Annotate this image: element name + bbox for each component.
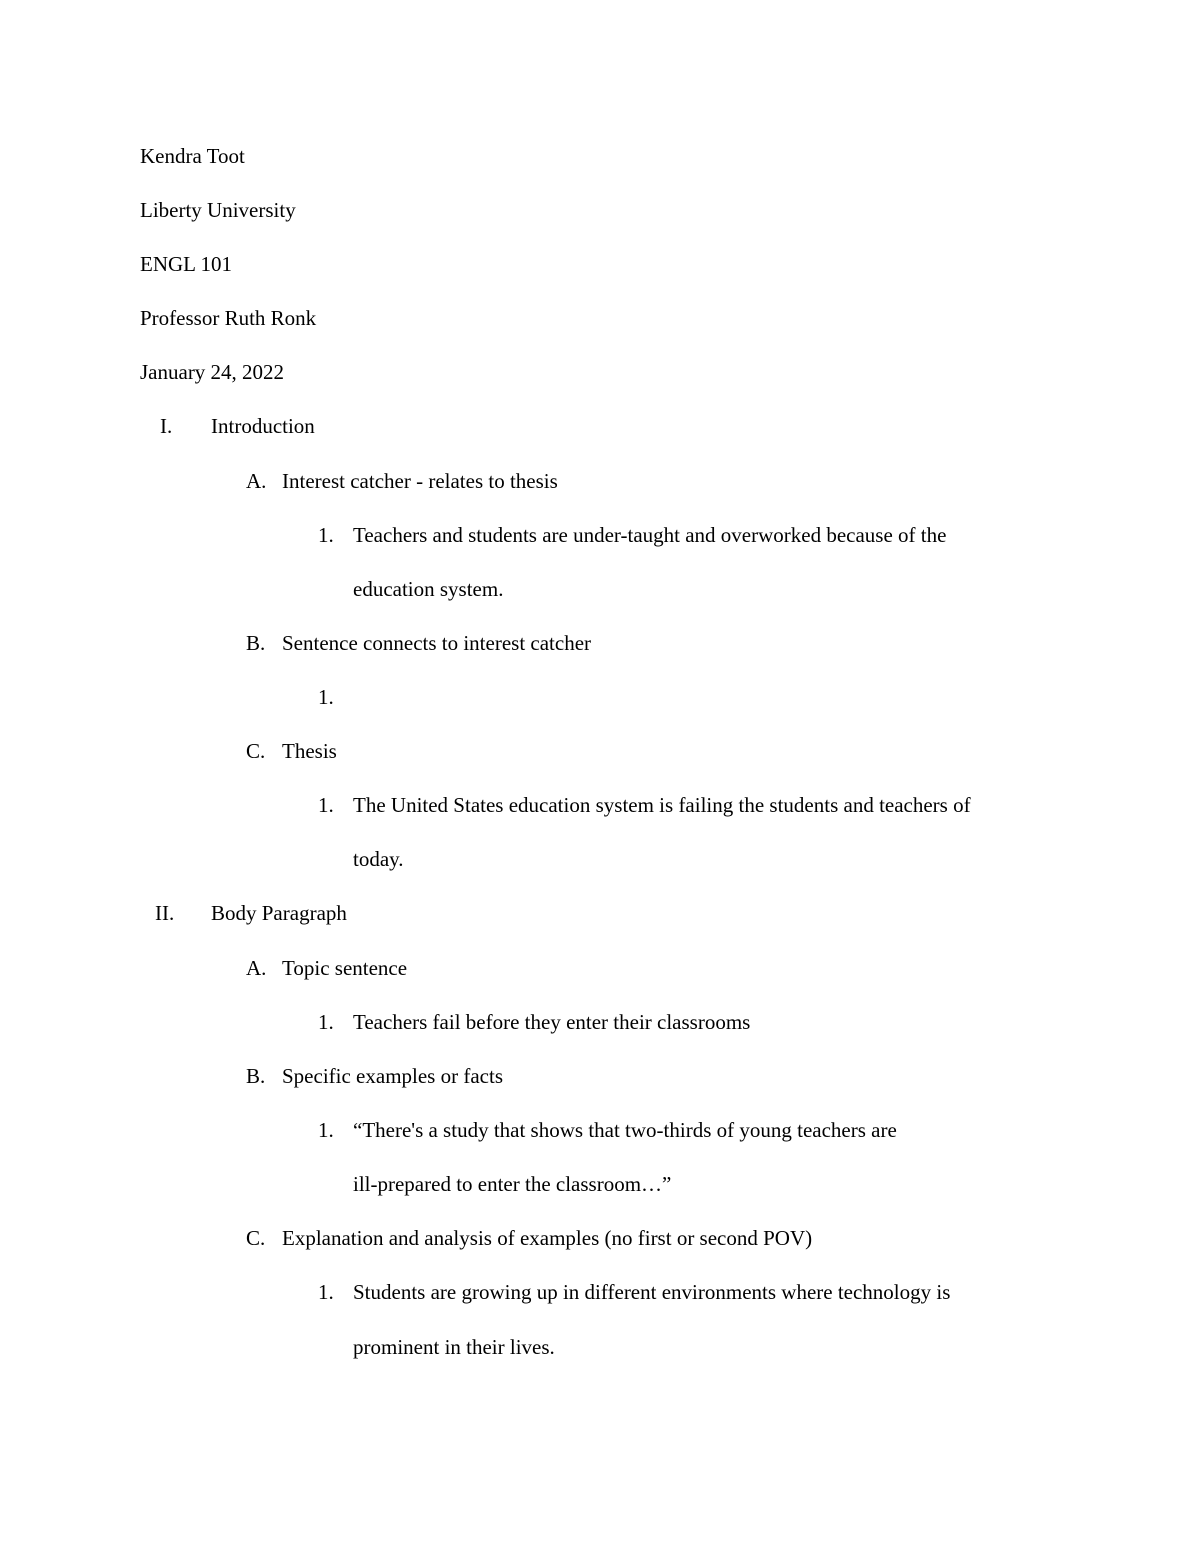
course-name: ENGL 101 [140, 252, 232, 276]
section-2-b-1-number: 1. [318, 1118, 334, 1142]
section-2-c-1-number: 1. [318, 1280, 334, 1304]
section-2-b-1-line1: “There's a study that shows that two-thirds of young teachers are [353, 1118, 897, 1142]
section-1-a-letter: A. [246, 469, 267, 493]
section-1-c-text: Thesis [282, 739, 337, 763]
section-1-numeral: I. [160, 414, 173, 438]
section-1-c-1-line1: The United States education system is failing the students and teachers of [353, 793, 971, 817]
section-1-c-1-number: 1. [318, 793, 334, 817]
section-1-a-1-line2: education system. [353, 577, 504, 601]
section-2-b-text: Specific examples or facts [282, 1064, 503, 1088]
section-1-c-letter: C. [246, 739, 266, 763]
section-2-numeral: II. [155, 901, 175, 925]
section-1-b-letter: B. [246, 631, 266, 655]
section-2-b-1-line2: ill-prepared to enter the classroom…” [353, 1172, 672, 1196]
section-2-a-1-line1: Teachers fail before they enter their classrooms [353, 1010, 751, 1034]
section-1-a-1-line1: Teachers and students are under-taught and overworked because of the [353, 523, 947, 547]
section-2-title: Body Paragraph [211, 901, 347, 925]
section-1-c-1-line2: today. [353, 847, 404, 871]
section-2-c-letter: C. [246, 1226, 266, 1250]
school-name: Liberty University [140, 198, 296, 222]
section-1-title: Introduction [211, 414, 315, 438]
section-2-c-text: Explanation and analysis of examples (no first or second POV) [282, 1226, 813, 1250]
section-2-a-text: Topic sentence [282, 956, 408, 980]
section-2-c-1-line1: Students are growing up in different environments where technology is [353, 1280, 951, 1304]
document-date: January 24, 2022 [140, 360, 285, 384]
section-2-b-letter: B. [246, 1064, 266, 1088]
section-1-b-text: Sentence connects to interest catcher [282, 631, 592, 655]
author-name: Kendra Toot [140, 144, 245, 168]
section-1-b-1-number: 1. [318, 685, 334, 709]
professor-name: Professor Ruth Ronk [140, 306, 317, 330]
section-1-a-text: Interest catcher - relates to thesis [282, 469, 558, 493]
section-1-a-1-number: 1. [318, 523, 334, 547]
section-2-a-1-number: 1. [318, 1010, 334, 1034]
section-2-a-letter: A. [246, 956, 267, 980]
section-2-c-1-line2: prominent in their lives. [353, 1335, 555, 1359]
